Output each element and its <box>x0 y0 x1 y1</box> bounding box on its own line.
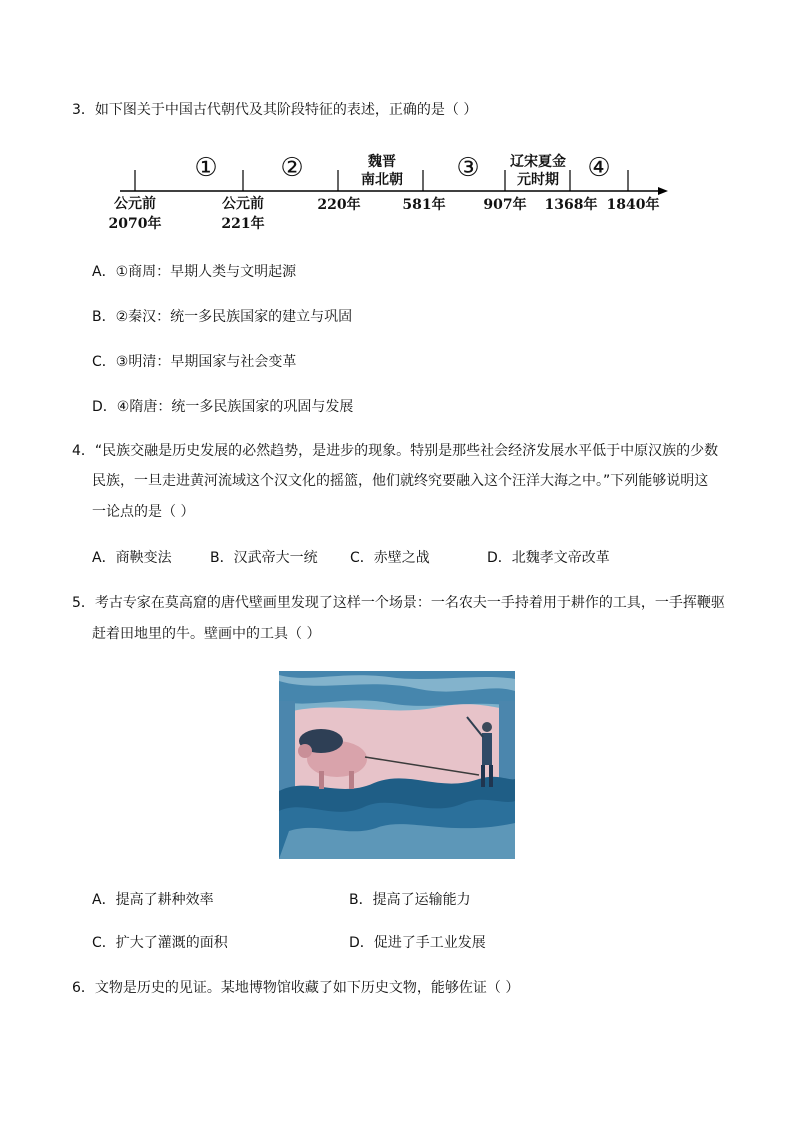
q4-stem-line-1: 4．“民族交融是历史发展的必然趋势，是进步的现象。特别是那些社会经济发展水平低于中原汉族的少数 <box>72 443 719 459</box>
timeline-diagram <box>110 148 680 238</box>
tick-label: 1368年 <box>544 197 598 213</box>
q5-option-b: B．提高了运输能力 <box>349 892 471 908</box>
period-2-label: ② <box>280 153 304 183</box>
q4-option-c: C．赤壁之战 <box>350 550 430 566</box>
q4-option-b: B．汉武帝大一统 <box>210 550 318 566</box>
q3-option-c: C．③明清：早期国家与社会变革 <box>92 354 297 370</box>
q4-stem-line-3: 一论点的是（ ） <box>92 504 195 520</box>
q3-option-d: D．④隋唐：统一多民族国家的巩固与发展 <box>92 399 354 415</box>
q5-option-c: C．扩大了灌溉的面积 <box>92 935 228 951</box>
period-5-label: 辽宋夏金 元时期 <box>510 154 566 188</box>
tick-label: 907年 <box>483 197 527 213</box>
q5-option-d: D．促进了手工业发展 <box>349 935 486 951</box>
q3-stem: 3．如下图关于中国古代朝代及其阶段特征的表述，正确的是（ ） <box>72 102 478 118</box>
mural-image <box>279 671 515 859</box>
q4-stem-line-2: 民族，一旦走进黄河流域这个汉文化的摇篮，他们就终究要融入这个汪洋大海之中。”下列能够说明这 <box>92 473 709 489</box>
q3-option-a: A．①商周：早期人类与文明起源 <box>92 264 297 280</box>
period-6-label: ④ <box>587 153 611 183</box>
q5-option-a: A．提高了耕种效率 <box>92 892 214 908</box>
tick-label: 220年 <box>317 197 361 213</box>
q6-stem: 6．文物是历史的见证。某地博物馆收藏了如下历史文物，能够佐证（ ） <box>72 980 520 996</box>
tick-label: 1840年 <box>606 197 660 213</box>
tick-label: 公元前 221年 <box>221 196 265 232</box>
period-3-label: 魏晋 南北朝 <box>361 154 403 188</box>
q4-option-a: A．商鞅变法 <box>92 550 172 566</box>
tick-label: 581年 <box>402 197 446 213</box>
q5-stem-line-2: 赶着田地里的牛。壁画中的工具（ ） <box>92 626 321 642</box>
q4-option-d: D．北魏孝文帝改革 <box>487 550 610 566</box>
q5-stem-line-1: 5．考古专家在莫高窟的唐代壁画里发现了这样一个场景：一名农夫一手持着用于耕作的工具，一手挥鞭驱 <box>72 595 725 611</box>
q3-option-b: B．②秦汉：统一多民族国家的建立与巩固 <box>92 309 353 325</box>
period-4-label: ③ <box>456 153 480 183</box>
period-1-label: ① <box>194 153 218 183</box>
tick-label: 公元前 2070年 <box>108 196 162 232</box>
